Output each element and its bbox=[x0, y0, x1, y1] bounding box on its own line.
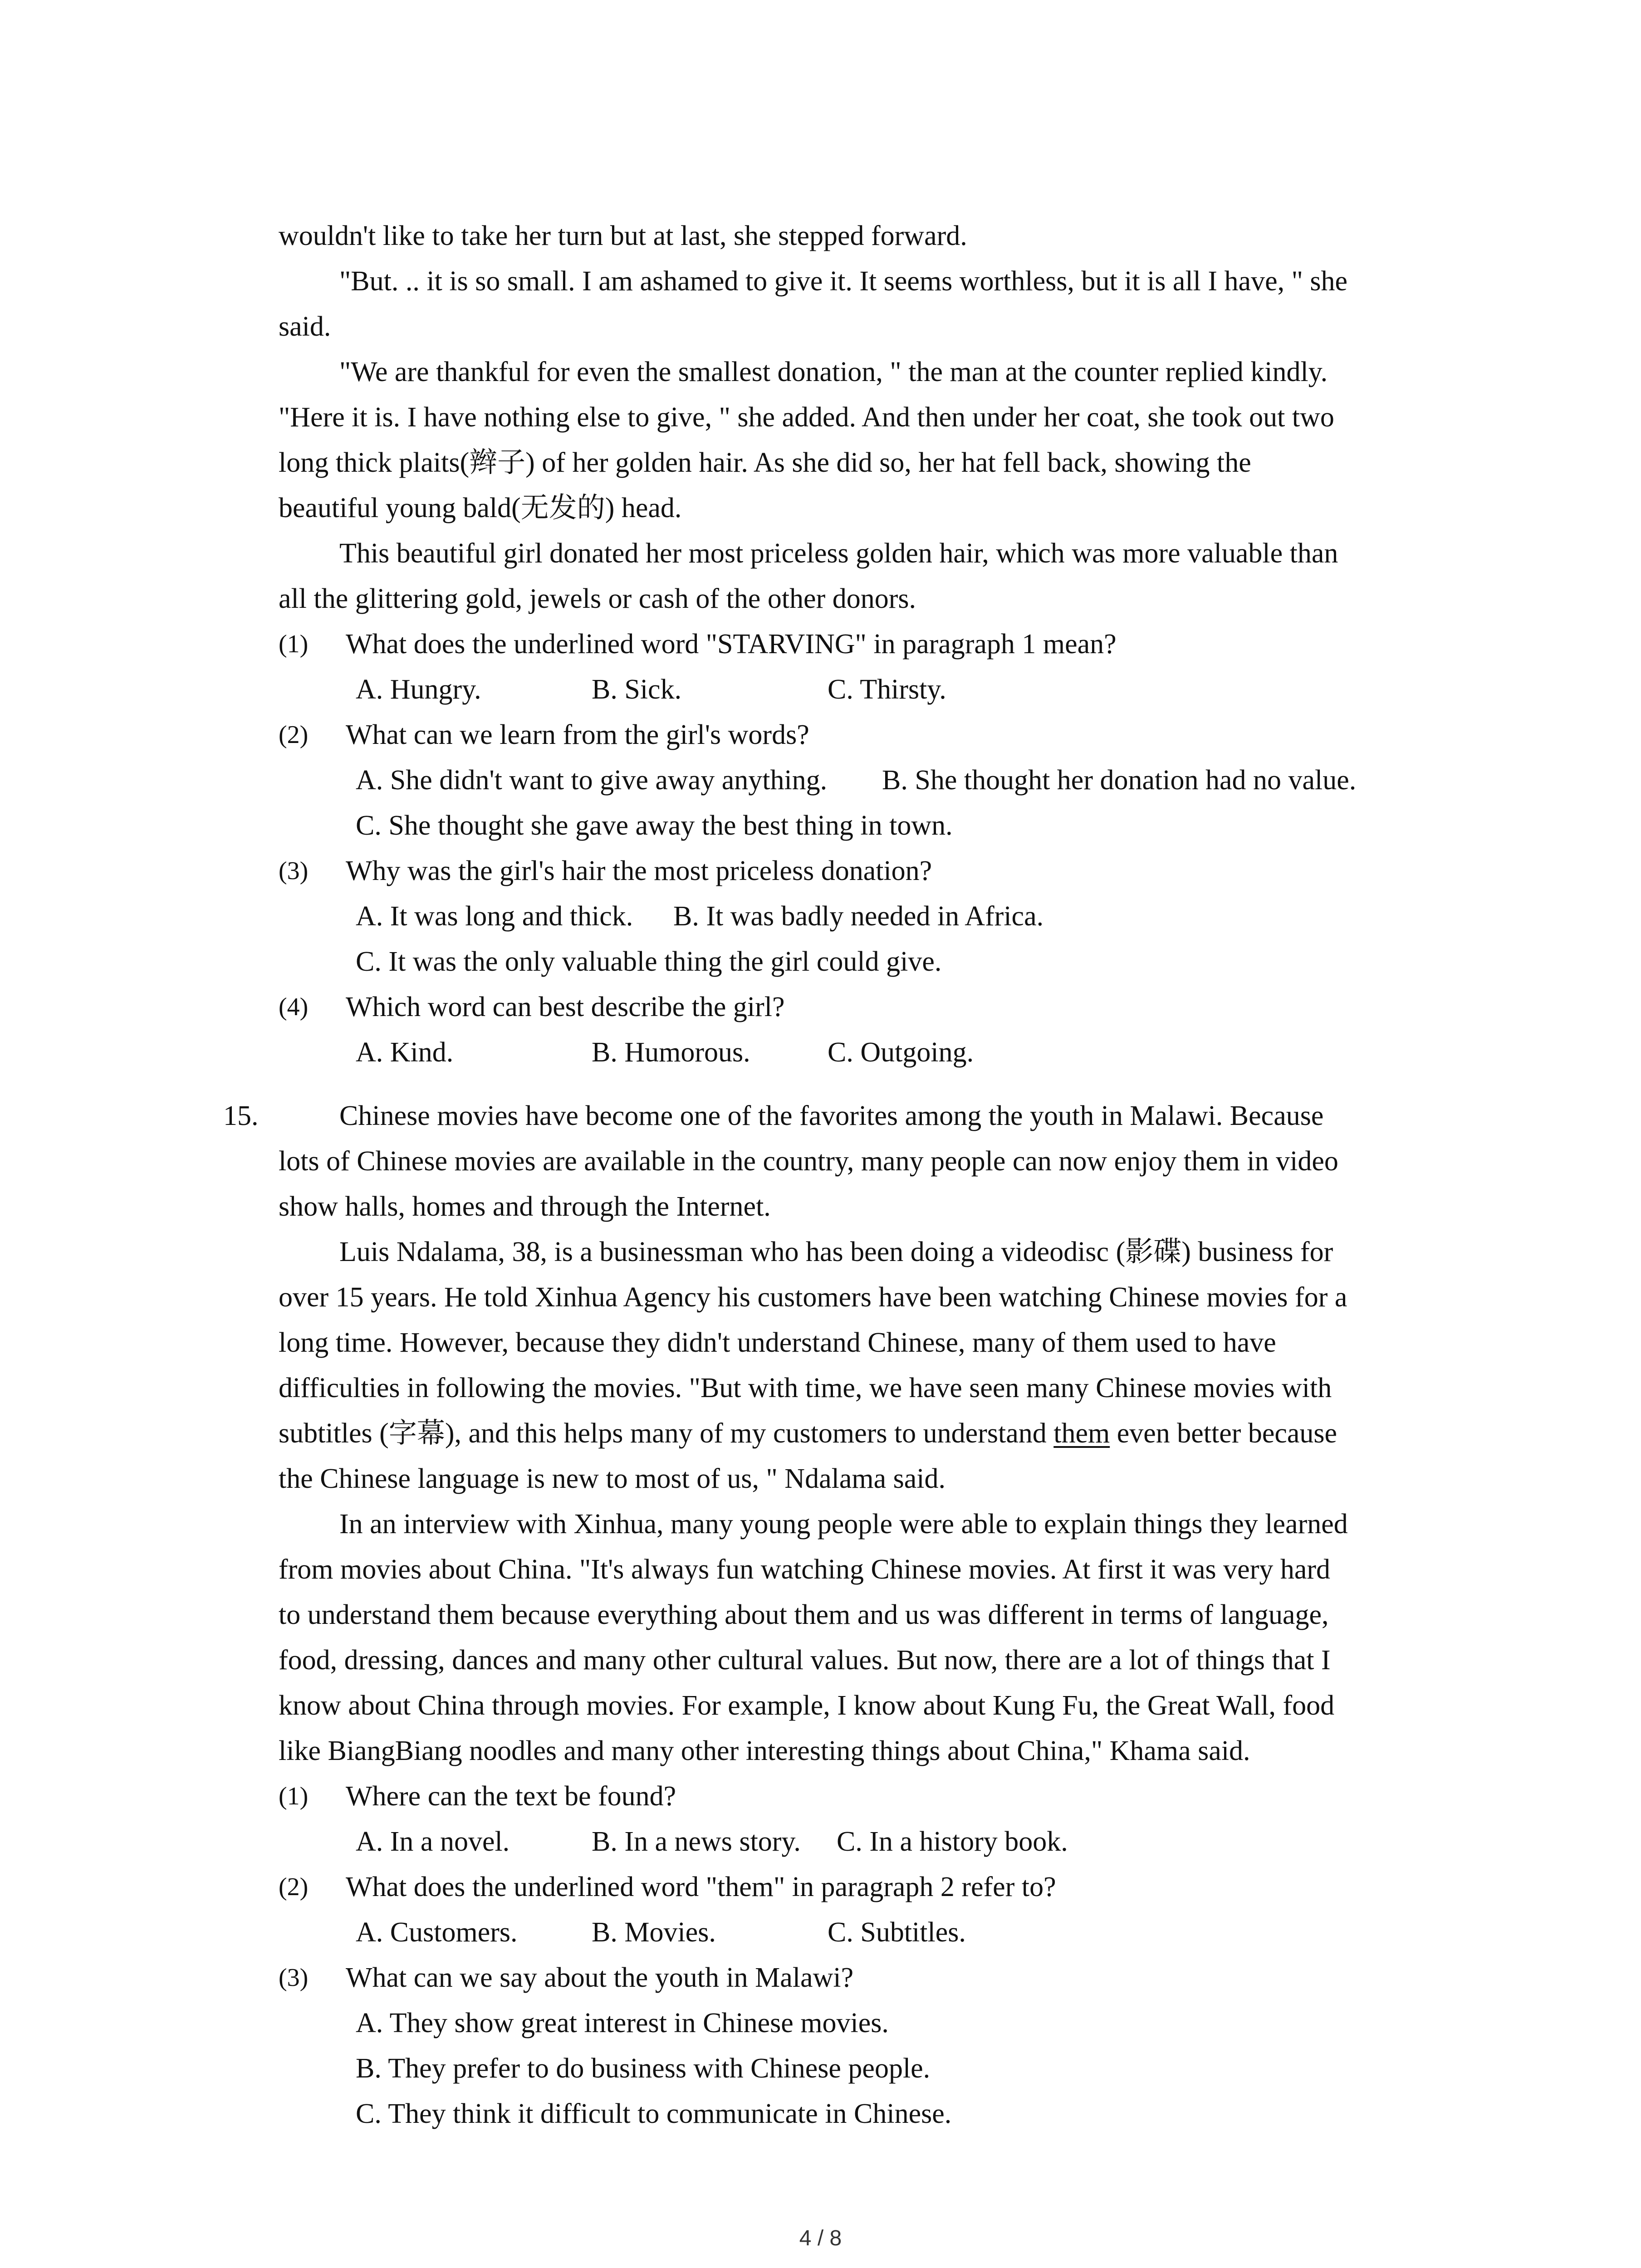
question-number: (4) bbox=[279, 993, 309, 1021]
passage-line: Luis Ndalama, 38, is a businessman who has been doing a videodisc (影碟) business for bbox=[339, 1237, 1333, 1267]
option-c: C. Subtitles. bbox=[828, 1917, 966, 1948]
passage-line: to understand them because everything about them and us was different in terms of language, bbox=[279, 1599, 1329, 1630]
option-c: C. In a history book. bbox=[837, 1826, 1068, 1857]
passage-text: subtitles (字幕), and this helps many of my customers to understand bbox=[279, 1418, 1054, 1449]
option-b: B. In a news story. bbox=[592, 1826, 801, 1857]
passage-line: beautiful young bald(无发的) head. bbox=[279, 493, 682, 523]
option-a: A. They show great interest in Chinese movies. bbox=[356, 2008, 889, 2038]
question-number: (2) bbox=[279, 1873, 309, 1901]
passage-line: over 15 years. He told Xinhua Agency his customers have been watching Chinese movies for a bbox=[279, 1282, 1347, 1313]
passage-line: Chinese movies have become one of the favorites among the youth in Malawi. Because bbox=[339, 1100, 1324, 1131]
passage-line: "We are thankful for even the smallest donation, " the man at the counter replied kindly. bbox=[339, 357, 1328, 387]
question-number: (3) bbox=[279, 857, 309, 885]
option-b: B. They prefer to do business with Chinese people. bbox=[356, 2053, 931, 2084]
passage-line: In an interview with Xinhua, many young people were able to explain things they learned bbox=[339, 1509, 1348, 1540]
option-a: A. She didn't want to give away anything. bbox=[356, 765, 828, 796]
passage-line: food, dressing, dances and many other cultural values. But now, there are a lot of things that I bbox=[279, 1645, 1331, 1676]
option-a: A. In a novel. bbox=[356, 1826, 510, 1857]
question-text: Why was the girl's hair the most priceless donation? bbox=[346, 855, 932, 886]
passage-line: from movies about China. "It's always fun watching Chinese movies. At first it was very hard bbox=[279, 1554, 1331, 1585]
question-text: What does the underlined word "them" in paragraph 2 refer to? bbox=[346, 1872, 1056, 1902]
passage-line: difficulties in following the movies. "But with time, we have seen many Chinese movies with bbox=[279, 1373, 1332, 1403]
passage-line: "Here it is. I have nothing else to give, " she added. And then under her coat, she took out two bbox=[279, 402, 1334, 433]
passage-line: show halls, homes and through the Internet. bbox=[279, 1191, 771, 1222]
question-text: What can we say about the youth in Malawi? bbox=[346, 1962, 854, 1993]
option-b: B. It was badly needed in Africa. bbox=[673, 901, 1044, 932]
passage-line: know about China through movies. For example, I know about Kung Fu, the Great Wall, food bbox=[279, 1690, 1335, 1721]
passage-line bbox=[279, 1415, 1337, 1452]
passage-line: like BiangBiang noodles and many other interesting things about China," Khama said. bbox=[279, 1735, 1250, 1766]
option-b: B. Humorous. bbox=[592, 1037, 750, 1068]
passage-line: long time. However, because they didn't understand Chinese, many of them used to have bbox=[279, 1327, 1276, 1358]
option-b: B. Sick. bbox=[592, 674, 682, 705]
passage-line: all the glittering gold, jewels or cash of the other donors. bbox=[279, 583, 916, 614]
passage-text: even better because bbox=[1110, 1418, 1337, 1449]
option-a: A. It was long and thick. bbox=[356, 901, 633, 932]
option-c: C. It was the only valuable thing the girl could give. bbox=[356, 946, 942, 977]
question-number: (1) bbox=[279, 1782, 309, 1810]
question-text: What does the underlined word "STARVING" in paragraph 1 mean? bbox=[346, 629, 1117, 660]
passage-number: 15. bbox=[223, 1100, 259, 1131]
question-number: (1) bbox=[279, 630, 309, 658]
option-a: A. Hungry. bbox=[356, 674, 481, 705]
option-b: B. She thought her donation had no value. bbox=[882, 765, 1357, 796]
option-c: C. Outgoing. bbox=[828, 1037, 974, 1068]
passage-line: said. bbox=[279, 311, 331, 342]
question-number: (2) bbox=[279, 721, 309, 749]
option-a: A. Kind. bbox=[356, 1037, 454, 1068]
passage-line: the Chinese language is new to most of us, " Ndalama said. bbox=[279, 1463, 945, 1494]
underlined-word: them bbox=[1053, 1418, 1110, 1449]
option-c: C. They think it difficult to communicate in Chinese. bbox=[356, 2098, 952, 2129]
option-b: B. Movies. bbox=[592, 1917, 716, 1948]
option-a: A. Customers. bbox=[356, 1917, 518, 1948]
question-text: What can we learn from the girl's words? bbox=[346, 719, 809, 750]
question-text: Which word can best describe the girl? bbox=[346, 992, 785, 1022]
passage-line: This beautiful girl donated her most priceless golden hair, which was more valuable than bbox=[339, 538, 1338, 569]
question-text: Where can the text be found? bbox=[346, 1781, 676, 1812]
page-number: 4 / 8 bbox=[799, 2226, 842, 2250]
question-number: (3) bbox=[279, 1964, 309, 1992]
passage-line: "But. .. it is so small. I am ashamed to give it. It seems worthless, but it is all I have, " she bbox=[339, 266, 1348, 297]
option-c: C. Thirsty. bbox=[828, 674, 946, 705]
passage-line: wouldn't like to take her turn but at last, she stepped forward. bbox=[279, 220, 967, 251]
passage-line: long thick plaits(辫子) of her golden hair. As she did so, her hat fell back, showing the bbox=[279, 447, 1251, 478]
option-c: C. She thought she gave away the best thing in town. bbox=[356, 810, 953, 841]
passage-line: lots of Chinese movies are available in the country, many people can now enjoy them in video bbox=[279, 1146, 1338, 1177]
